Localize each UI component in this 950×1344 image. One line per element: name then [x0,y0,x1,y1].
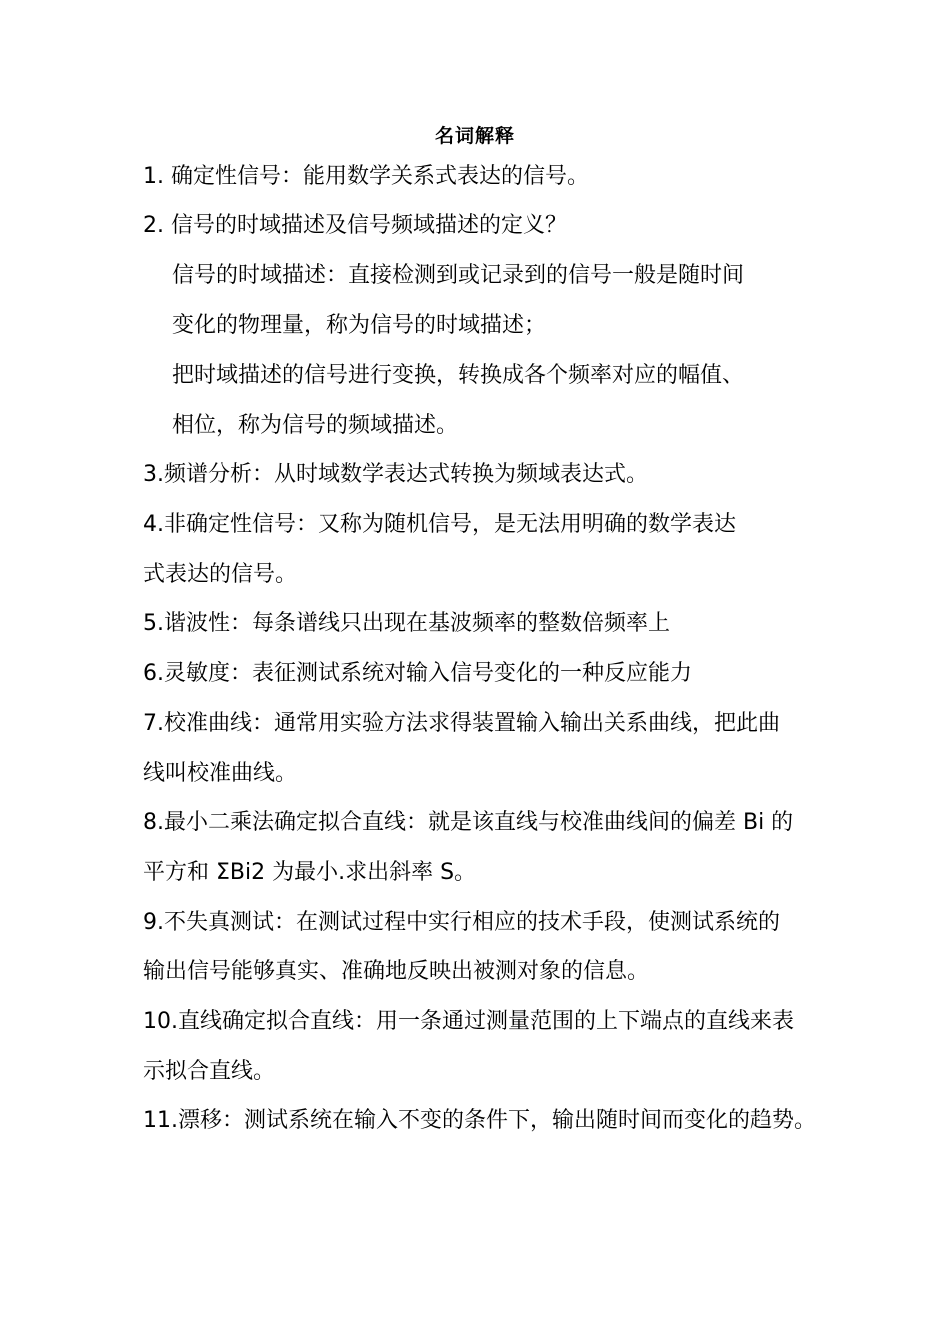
term-10-line-1: 10.直线确定拟合直线：用一条通过测量范围的上下端点的直线来表 [143,1009,794,1034]
term-8-line-2: 平方和 ΣBi2 为最小.求出斜率 S。 [143,860,477,885]
term-9-line-1: 9.不失真测试：在测试过程中实行相应的技术手段，使测试系统的 [143,910,780,935]
term-2-question: 2. 信号的时域描述及信号频域描述的定义？ [143,213,567,238]
term-7-line-1: 7.校准曲线：通常用实验方法求得装置输入输出关系曲线，把此曲 [143,711,780,736]
term-2-answer-line-1: 信号的时域描述：直接检测到或记录到的信号一般是随时间 [172,263,745,288]
term-2-answer-line-4: 相位，称为信号的频域描述。 [172,413,459,438]
term-7-line-2: 线叫校准曲线。 [143,761,298,786]
term-4-line-2: 式表达的信号。 [143,562,298,587]
term-2-answer-line-2: 变化的物理量，称为信号的时域描述； [172,313,547,338]
term-1: 1. 确定性信号：能用数学关系式表达的信号。 [143,164,589,189]
term-8-line-1: 8.最小二乘法确定拟合直线：就是该直线与校准曲线间的偏差 Bi 的 [143,810,794,835]
term-10-line-2: 示拟合直线。 [143,1059,276,1084]
document-title: 名词解释 [434,125,515,147]
term-4-line-1: 4.非确定性信号：又称为随机信号，是无法用明确的数学表达 [143,512,736,537]
term-2-answer-line-3: 把时域描述的信号进行变换，转换成各个频率对应的幅值、 [172,363,745,388]
term-6: 6.灵敏度：表征测试系统对输入信号变化的一种反应能力 [143,661,692,686]
term-9-line-2: 输出信号能够真实、准确地反映出被测对象的信息。 [143,959,650,984]
term-11: 11.漂移：测试系统在输入不变的条件下，输出随时间而变化的趋势。 [143,1108,816,1133]
term-3: 3.频谱分析：从时域数学表达式转换为频域表达式。 [143,462,648,487]
term-5: 5.谐波性：每条谱线只出现在基波频率的整数倍频率上 [143,611,670,636]
